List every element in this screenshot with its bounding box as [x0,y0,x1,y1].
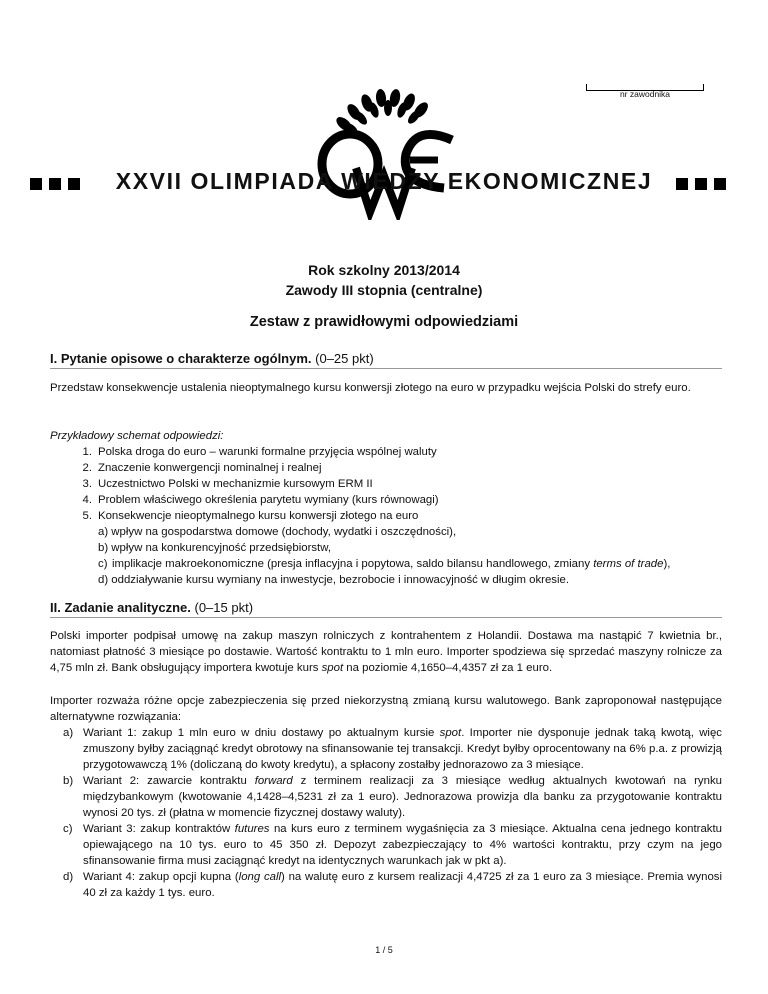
section-2-title: II. Zadanie analityczne. [50,600,191,615]
list-item: 4. Problem właściwego określenia parytetu wymiany (kurs równowagi) [82,494,439,506]
page-number: 1 / 5 [375,945,393,955]
section-2-rule [50,617,722,618]
sub-item-a: a) wpływ na gospodarstwa domowe (dochody, wydatki i oszczędności), [98,526,457,538]
participant-number-label: nr zawodnika [619,89,671,99]
competition-stage: Zawody III stopnia (centralne) [285,282,483,298]
section-1-question: Przedstaw konsekwencje ustalenia nieoptymalnego kursu konwersji złotego na euro w przypadku wejścia Polski do strefy euro. [50,382,691,394]
variants-list [50,725,722,901]
section-1-rule [50,368,722,369]
section-1-title: I. Pytanie opisowe o charakterze ogólnym. [50,351,312,366]
answer-scheme-list [50,444,722,588]
list-item: 1. Polska droga do euro – warunki formalne przyjęcia wspólnej waluty [82,446,437,458]
task-options-intro: Importer rozważa różne opcje zabezpieczenia się przed niekorzystną zmianą kursu walutowego. Bank zaproponował następujące alternatywne rozwiązania: [50,695,722,723]
section-2-heading [50,600,730,615]
school-year: Rok szkolny 2013/2014 [308,262,460,278]
answer-scheme-label: Przykładowy schemat odpowiedzi: [50,430,224,442]
list-item: 2. Znaczenie konwergencji nominalnej i realnej [82,462,322,474]
variant-b: b) Wariant 2: zawarcie kontraktu forward z terminem realizacji za 3 miesiące według aktualnych kwotowań na rynku międzybankowym (kwotowanie 4,1428–4,5231 zł za 1 euro). Jednorazowa prowizja dla banku za przygotowanie kontraktu wynosi 20 tys. zł (płatna w momencie fizycznej dostawy waluty). [63,775,722,819]
sub-item-c: c) implikacje makroekonomiczne (presja inflacyjna i popytowa, saldo bilansu handlowego, zmiany terms of trade), [98,558,671,570]
list-item: 3. Uczestnictwo Polski w mechanizmie kursowym ERM II [82,478,373,490]
set-title: Zestaw z prawidłowymi odpowiedziami [249,314,519,330]
list-item: 5. Konsekwencje nieoptymalnego kursu konwersji złotego na euro [82,510,419,522]
owe-logo [304,88,468,220]
sub-item-d: d) oddziaływanie kursu wymiany na inwestycje, bezrobocie i innowacyjność w długim okresie. [98,574,570,586]
olympiad-title: XXVII OLIMPIADA WIEDZY EKONOMICZNEJ [115,168,653,194]
variant-c: c) Wariant 3: zakup kontraktów futures na kurs euro z terminem wygaśnięcia za 3 miesiące. Aktualna cena jednego kontraktu opiewającego na 10 tys. euro to 45 350 zł. Depozyt zabezpieczający to 4% wartości kontraktu, przy czym na jego sfinansowanie firma musi zaciągnąć kredyt na identycznych warunkach jak w pkt a). [63,823,722,867]
task-description: Polski importer podpisał umowę na zakup maszyn rolniczych z kontrahentem z Holandii. Dostawa ma nastąpić 7 kwietnia br., natomiast płatność 3 miesiące po dostawie. Wartość kontraktu to 1 mln euro. Importer spodziewa się sprzedać maszyny rolnicze za 4,75 mln zł. Bank obsługujący importera kwotuje kurs spot na poziomie 4,1650–4,4357 zł za 1 euro. [50,630,722,674]
variant-a: a) Wariant 1: zakup 1 mln euro w dniu dostawy po aktualnym kursie spot. Importer nie dysponuje jednak taką kwotą, więc zmuszony byłby zaciągnąć kredyt obrotowy na sfinansowanie tej transakcji. Kredyt byłby oprocentowany na 6% p.a. z prowizją przygotowawczą 1% (doliczaną do kwoty kredytu), a spłacony zostałby jednorazowo za 3 miesiące. [63,727,722,771]
sub-item-b: b) wpływ na konkurencyjność przedsiębiorstw, [98,542,331,554]
section-2-points: (0–15 pkt) [190,600,254,615]
variant-d: d) Wariant 4: zakup opcji kupna (long call) na walutę euro z kursem realizacji 4,4725 zł za 1 euro za 3 miesiące. Premia wynosi 40 zł za każdy 1 tys. euro. [63,871,722,899]
section-1-points: (0–25 pkt) [311,351,374,366]
title-squares-right [676,178,726,190]
section-1-heading [50,351,730,366]
